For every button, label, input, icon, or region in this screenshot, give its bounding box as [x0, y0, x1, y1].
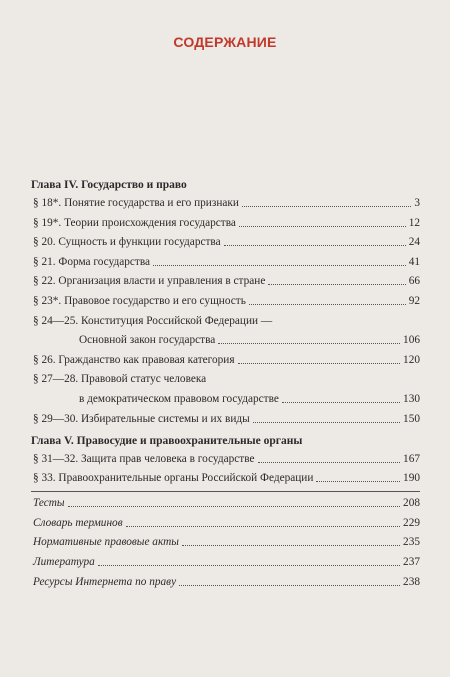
- dot-leader: [238, 363, 400, 364]
- toc-entry-page: 167: [403, 452, 420, 465]
- dot-leader: [316, 481, 400, 482]
- toc-entry-page: 130: [403, 392, 420, 405]
- dot-leader: [179, 585, 400, 586]
- toc-entry-label: § 29—30. Избирательные системы и их виды: [33, 412, 250, 425]
- dot-leader: [249, 304, 406, 305]
- toc-entry-label: Словарь терминов: [33, 516, 123, 529]
- table-of-contents: [31, 178, 420, 594]
- toc-entry-page: 120: [403, 353, 420, 366]
- toc-entry-page: 229: [403, 516, 420, 529]
- toc-entry-label: Литература: [33, 555, 95, 568]
- dot-leader: [242, 206, 411, 207]
- dot-leader: [98, 565, 400, 566]
- toc-entry-label: Тесты: [33, 497, 65, 510]
- toc-entry-label: § 19*. Теории происхождения государства: [33, 216, 236, 229]
- chapter-heading: Глава V. Правосудие и правоохранительные органы: [31, 434, 303, 447]
- toc-entry-first-line[interactable]: § 24—25. Конституция Российской Федерации —: [33, 314, 273, 327]
- toc-entry-label-continued: Основной закон государства: [79, 334, 216, 347]
- toc-entry-label: § 21. Форма государства: [33, 255, 151, 268]
- toc-entry-first-line[interactable]: § 27—28. Правовой статус человека: [33, 373, 207, 386]
- toc-entry[interactable]: [31, 412, 420, 426]
- toc-entry-page: 208: [403, 497, 420, 510]
- dot-leader: [282, 402, 400, 403]
- toc-entry-page: 106: [403, 334, 420, 347]
- toc-entry-page: 3: [414, 197, 420, 209]
- toc-entry-page: 238: [403, 575, 420, 588]
- toc-entry-label: § 18*. Понятие государства и его признаки: [33, 197, 239, 209]
- toc-entry[interactable]: [31, 294, 420, 308]
- dot-leader: [126, 526, 400, 527]
- toc-entry-label-continued: в демократическом правовом государстве: [79, 392, 279, 405]
- toc-entry-appendix[interactable]: [31, 496, 420, 510]
- dot-leader: [224, 245, 406, 246]
- toc-entry-page: 92: [408, 294, 420, 307]
- toc-entry[interactable]: [31, 274, 420, 288]
- toc-entry[interactable]: [31, 196, 420, 210]
- toc-entry[interactable]: [31, 392, 420, 406]
- toc-entry-label: Нормативные правовые акты: [33, 536, 179, 549]
- toc-entry-page: 12: [408, 216, 420, 229]
- dot-leader: [218, 343, 400, 344]
- dot-leader: [68, 506, 400, 507]
- toc-entry[interactable]: [31, 255, 420, 269]
- toc-entry-appendix[interactable]: [31, 575, 420, 589]
- toc-entry-label: § 31—32. Защита прав человека в государстве: [33, 452, 255, 465]
- toc-entry-page: 190: [403, 472, 420, 485]
- toc-entry-page: 235: [403, 536, 420, 549]
- dot-leader: [268, 284, 405, 285]
- toc-entry-page: 66: [408, 275, 420, 288]
- toc-entry-page: 237: [403, 555, 420, 568]
- toc-entry-appendix[interactable]: [31, 535, 420, 549]
- toc-entry-page: 24: [408, 236, 420, 249]
- toc-entry-label: § 22. Организация власти и управления в стране: [33, 275, 266, 288]
- toc-entry-appendix[interactable]: [31, 516, 420, 530]
- toc-entry-label: § 20. Сущность и функции государства: [33, 236, 221, 249]
- toc-entry[interactable]: [31, 353, 420, 367]
- toc-entry-page: 41: [408, 255, 420, 268]
- toc-entry[interactable]: [31, 452, 420, 466]
- dot-leader: [182, 545, 400, 546]
- page-title: СОДЕРЖАНИЕ: [173, 34, 277, 50]
- toc-entry-label: § 23*. Правовое государство и его сущность: [33, 294, 246, 307]
- toc-entry[interactable]: [31, 333, 420, 347]
- dot-leader: [153, 265, 406, 266]
- toc-entry-page: 150: [403, 412, 420, 425]
- toc-entry-label: Ресурсы Интернета по праву: [33, 575, 177, 588]
- toc-entry[interactable]: [31, 235, 420, 249]
- dot-leader: [239, 226, 406, 227]
- toc-entry-label: § 26. Гражданство как правовая категория: [33, 353, 235, 366]
- toc-entry-appendix[interactable]: [31, 555, 420, 569]
- section-divider: [31, 491, 420, 492]
- toc-entry[interactable]: [31, 471, 420, 485]
- dot-leader: [253, 422, 400, 423]
- toc-entry[interactable]: [31, 216, 420, 230]
- chapter-heading: Глава IV. Государство и право: [31, 179, 187, 191]
- dot-leader: [258, 462, 401, 463]
- toc-entry-label: § 33. Правоохранительные органы Российской Федерации: [33, 472, 314, 485]
